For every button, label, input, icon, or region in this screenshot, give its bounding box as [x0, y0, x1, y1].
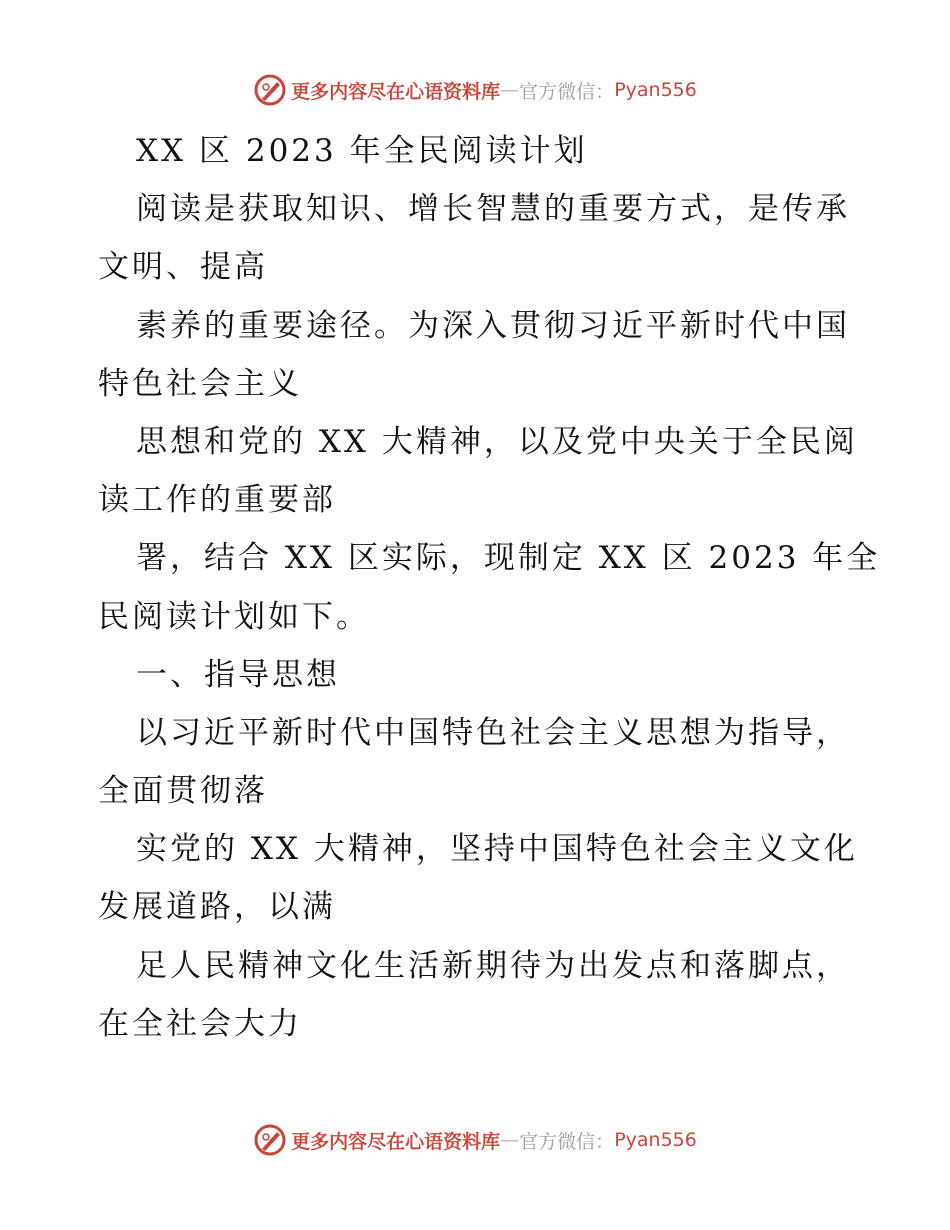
pen-logo-icon [253, 1123, 287, 1157]
text-line: 足人民精神文化生活新期待为出发点和落脚点， [136, 947, 850, 984]
document-body [98, 122, 881, 1053]
text-line: 文明、提高 [98, 249, 268, 286]
section-heading: 一、指导思想 [136, 656, 340, 693]
banner-wechat-label: 官方微信： [519, 80, 615, 103]
document-title: XX 区 2023 年全民阅读计划 [136, 133, 588, 169]
banner-wechat-label: 官方微信： [519, 1130, 615, 1153]
text-line: 署，结合 XX 区实际，现制定 XX 区 2023 年全 [136, 540, 881, 577]
text-line: 阅读是获取知识、增长智慧的重要方式，是传承 [136, 191, 850, 228]
banner-title: 更多内容尽在心语资料库 [291, 80, 501, 103]
footer-banner [0, 1120, 950, 1160]
banner-title: 更多内容尽在心语资料库 [291, 1130, 501, 1153]
text-line: 实党的 XX 大精神，坚持中国特色社会主义文化 [136, 831, 858, 868]
banner-separator: — [500, 79, 520, 101]
banner-wechat-id: Pyan556 [614, 1129, 697, 1151]
text-line: 全面贯彻落 [98, 773, 268, 810]
banner-separator: — [500, 1129, 520, 1151]
text-line: 读工作的重要部 [98, 482, 336, 519]
header-banner [0, 70, 950, 110]
text-line: 素养的重要途径。为深入贯彻习近平新时代中国 [136, 307, 850, 344]
text-line: 在全社会大力 [98, 1005, 302, 1042]
pen-logo-icon [253, 73, 287, 107]
text-line: 特色社会主义 [98, 365, 302, 402]
banner-wechat-id: Pyan556 [614, 79, 697, 101]
text-line: 以习近平新时代中国特色社会主义思想为指导， [136, 714, 850, 751]
text-line: 民阅读计划如下。 [98, 598, 370, 635]
text-line: 发展道路，以满 [98, 889, 336, 926]
text-line: 思想和党的 XX 大精神，以及党中央关于全民阅 [136, 423, 858, 460]
